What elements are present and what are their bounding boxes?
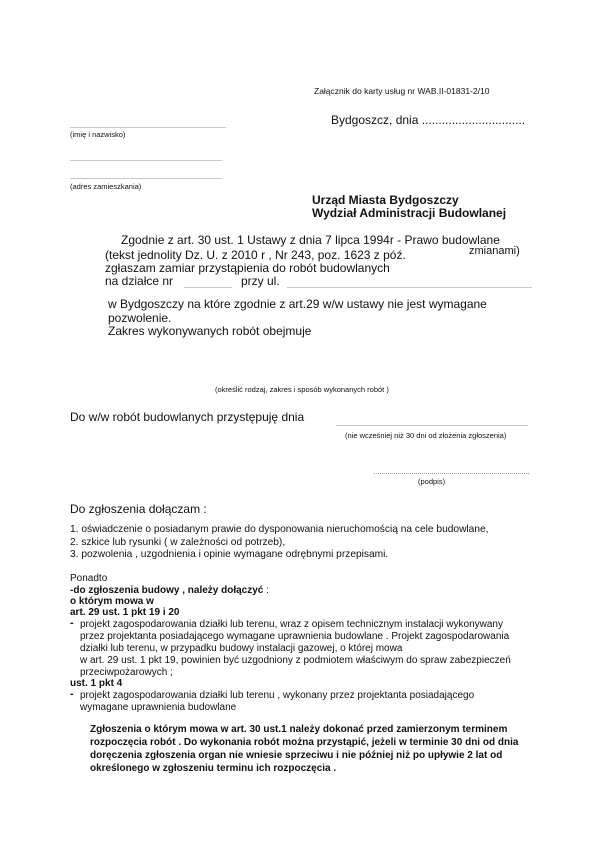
- additional-lead: [70, 585, 269, 596]
- notice-line-2: (tekst jednolity Dz. U. z 2010 r , Nr 243, poz. 1623 z póź.: [105, 248, 406, 262]
- notice-street-label: przy ul.: [241, 274, 280, 288]
- para1-line-2: przez projektanta posiadającego wymagane uprawnienia budowlane . Projekt zagospodarowania: [80, 631, 510, 642]
- notice-line-1: Zgodnie z art. 30 ust. 1 Ustawy z dnia 7 lipca 1994r - Prawo budowlane: [121, 233, 500, 247]
- signature-caption: (podpis): [418, 477, 446, 486]
- address-caption: (adres zamieszkania): [70, 182, 142, 191]
- ref-1: o którym mowa w: [70, 596, 154, 607]
- name-caption: (imię i nazwisko): [70, 130, 126, 139]
- final-note-line-2: rozpoczęcia robót . Do wykonania robót można przystąpić, jeżeli w terminie 30 dni od dnia: [90, 737, 519, 748]
- ref-3: ust. 1 pkt 4: [70, 678, 123, 689]
- para1-line-5: przeciwpożarowych ;: [80, 667, 173, 678]
- notice-line-7: Zakres wykonywanych robót obejmuje: [108, 324, 312, 338]
- para1-dash: -: [70, 617, 74, 629]
- additional-lead-colon: :: [263, 585, 269, 596]
- attachment-note: Załącznik do karty usług nr WAB.II-01831-2/10: [314, 86, 490, 96]
- address-line-2[interactable]: [70, 178, 222, 179]
- final-note-line-4: określonego w zgłoszeniu terminu ich rozpoczęcia .: [90, 763, 337, 774]
- notice-line-6: pozwolenie.: [108, 311, 172, 325]
- para1-line-3: działki lub terenu, w przypadku budowy instalacji gazowej, o której mowa: [80, 643, 403, 654]
- para2-line-2: wymagane uprawnienia budowlane: [80, 702, 237, 713]
- notice-line-3: zgłaszam zamiar przystąpienia do robót budowlanych: [105, 261, 390, 275]
- name-line[interactable]: [70, 127, 226, 128]
- signature-field[interactable]: [374, 473, 529, 474]
- ponadto: Ponadto: [70, 573, 108, 584]
- ref-2: art. 29 ust. 1 pkt 19 i 20: [70, 607, 180, 618]
- office-line-2: Wydział Administracji Budowlanej: [312, 206, 507, 220]
- notice-line-2-end: zmianami): [469, 245, 520, 257]
- attachment-item: 1. oświadczenie o posiadanym prawie do dysponowania nieruchomością na cele budowlane,: [70, 524, 489, 535]
- para1-line-4: w art. 29 ust. 1 pkt 19, powinien być uzgodniony z podmiotem właściwym do spraw zabezpieczeń: [80, 655, 511, 666]
- street-field[interactable]: [287, 287, 532, 288]
- address-line-1[interactable]: [70, 160, 222, 161]
- attachments-title: Do zgłoszenia dołączam :: [70, 502, 207, 516]
- scope-caption: (określić rodzaj, zakres i sposób wykonanych robót ): [215, 385, 389, 394]
- notice-line-5: w Bydgoszczy na które zgodnie z art.29 w/w ustawy nie jest wymagane: [108, 297, 487, 311]
- start-label: Do w/w robót budowlanych przystępuję dnia: [70, 410, 305, 424]
- office-line-1: Urząd Miasta Bydgoszczy: [312, 193, 459, 207]
- notice-plot-label: na działce nr: [105, 274, 174, 288]
- start-date-field[interactable]: [336, 425, 528, 426]
- para1-line-1: projekt zagospodarowania działki lub terenu, wraz z opisem technicznym instalacji wykonywany: [80, 619, 503, 630]
- plot-number-field[interactable]: [184, 287, 232, 288]
- start-caption: (nie wcześniej niż 30 dni od złożenia zgłoszenia): [345, 431, 507, 440]
- final-note-line-1: Zgłoszenia o którym mowa w art. 30 ust.1 należy dokonać przed zamierzonym terminem: [90, 724, 508, 735]
- additional-lead-text: -do zgłoszenia budowy , należy dołączyć: [70, 585, 264, 596]
- para2-line-1: projekt zagospodarowania działki lub terenu , wykonany przez projektanta posiadającego: [80, 690, 475, 701]
- final-note-line-3: doręczenia zgłoszenia organ nie wniesie sprzeciwu i nie później niż po upływie 2 lat od: [90, 750, 503, 761]
- attachment-item: 3. pozwolenia , uzgodnienia i opinie wymagane odrębnymi przepisami.: [70, 549, 389, 560]
- place-date: Bydgoszcz, dnia ...............................: [331, 113, 526, 127]
- para2-dash: -: [70, 688, 74, 700]
- attachment-item: 2. szkice lub rysunki ( w zależności od potrzeb),: [70, 537, 286, 548]
